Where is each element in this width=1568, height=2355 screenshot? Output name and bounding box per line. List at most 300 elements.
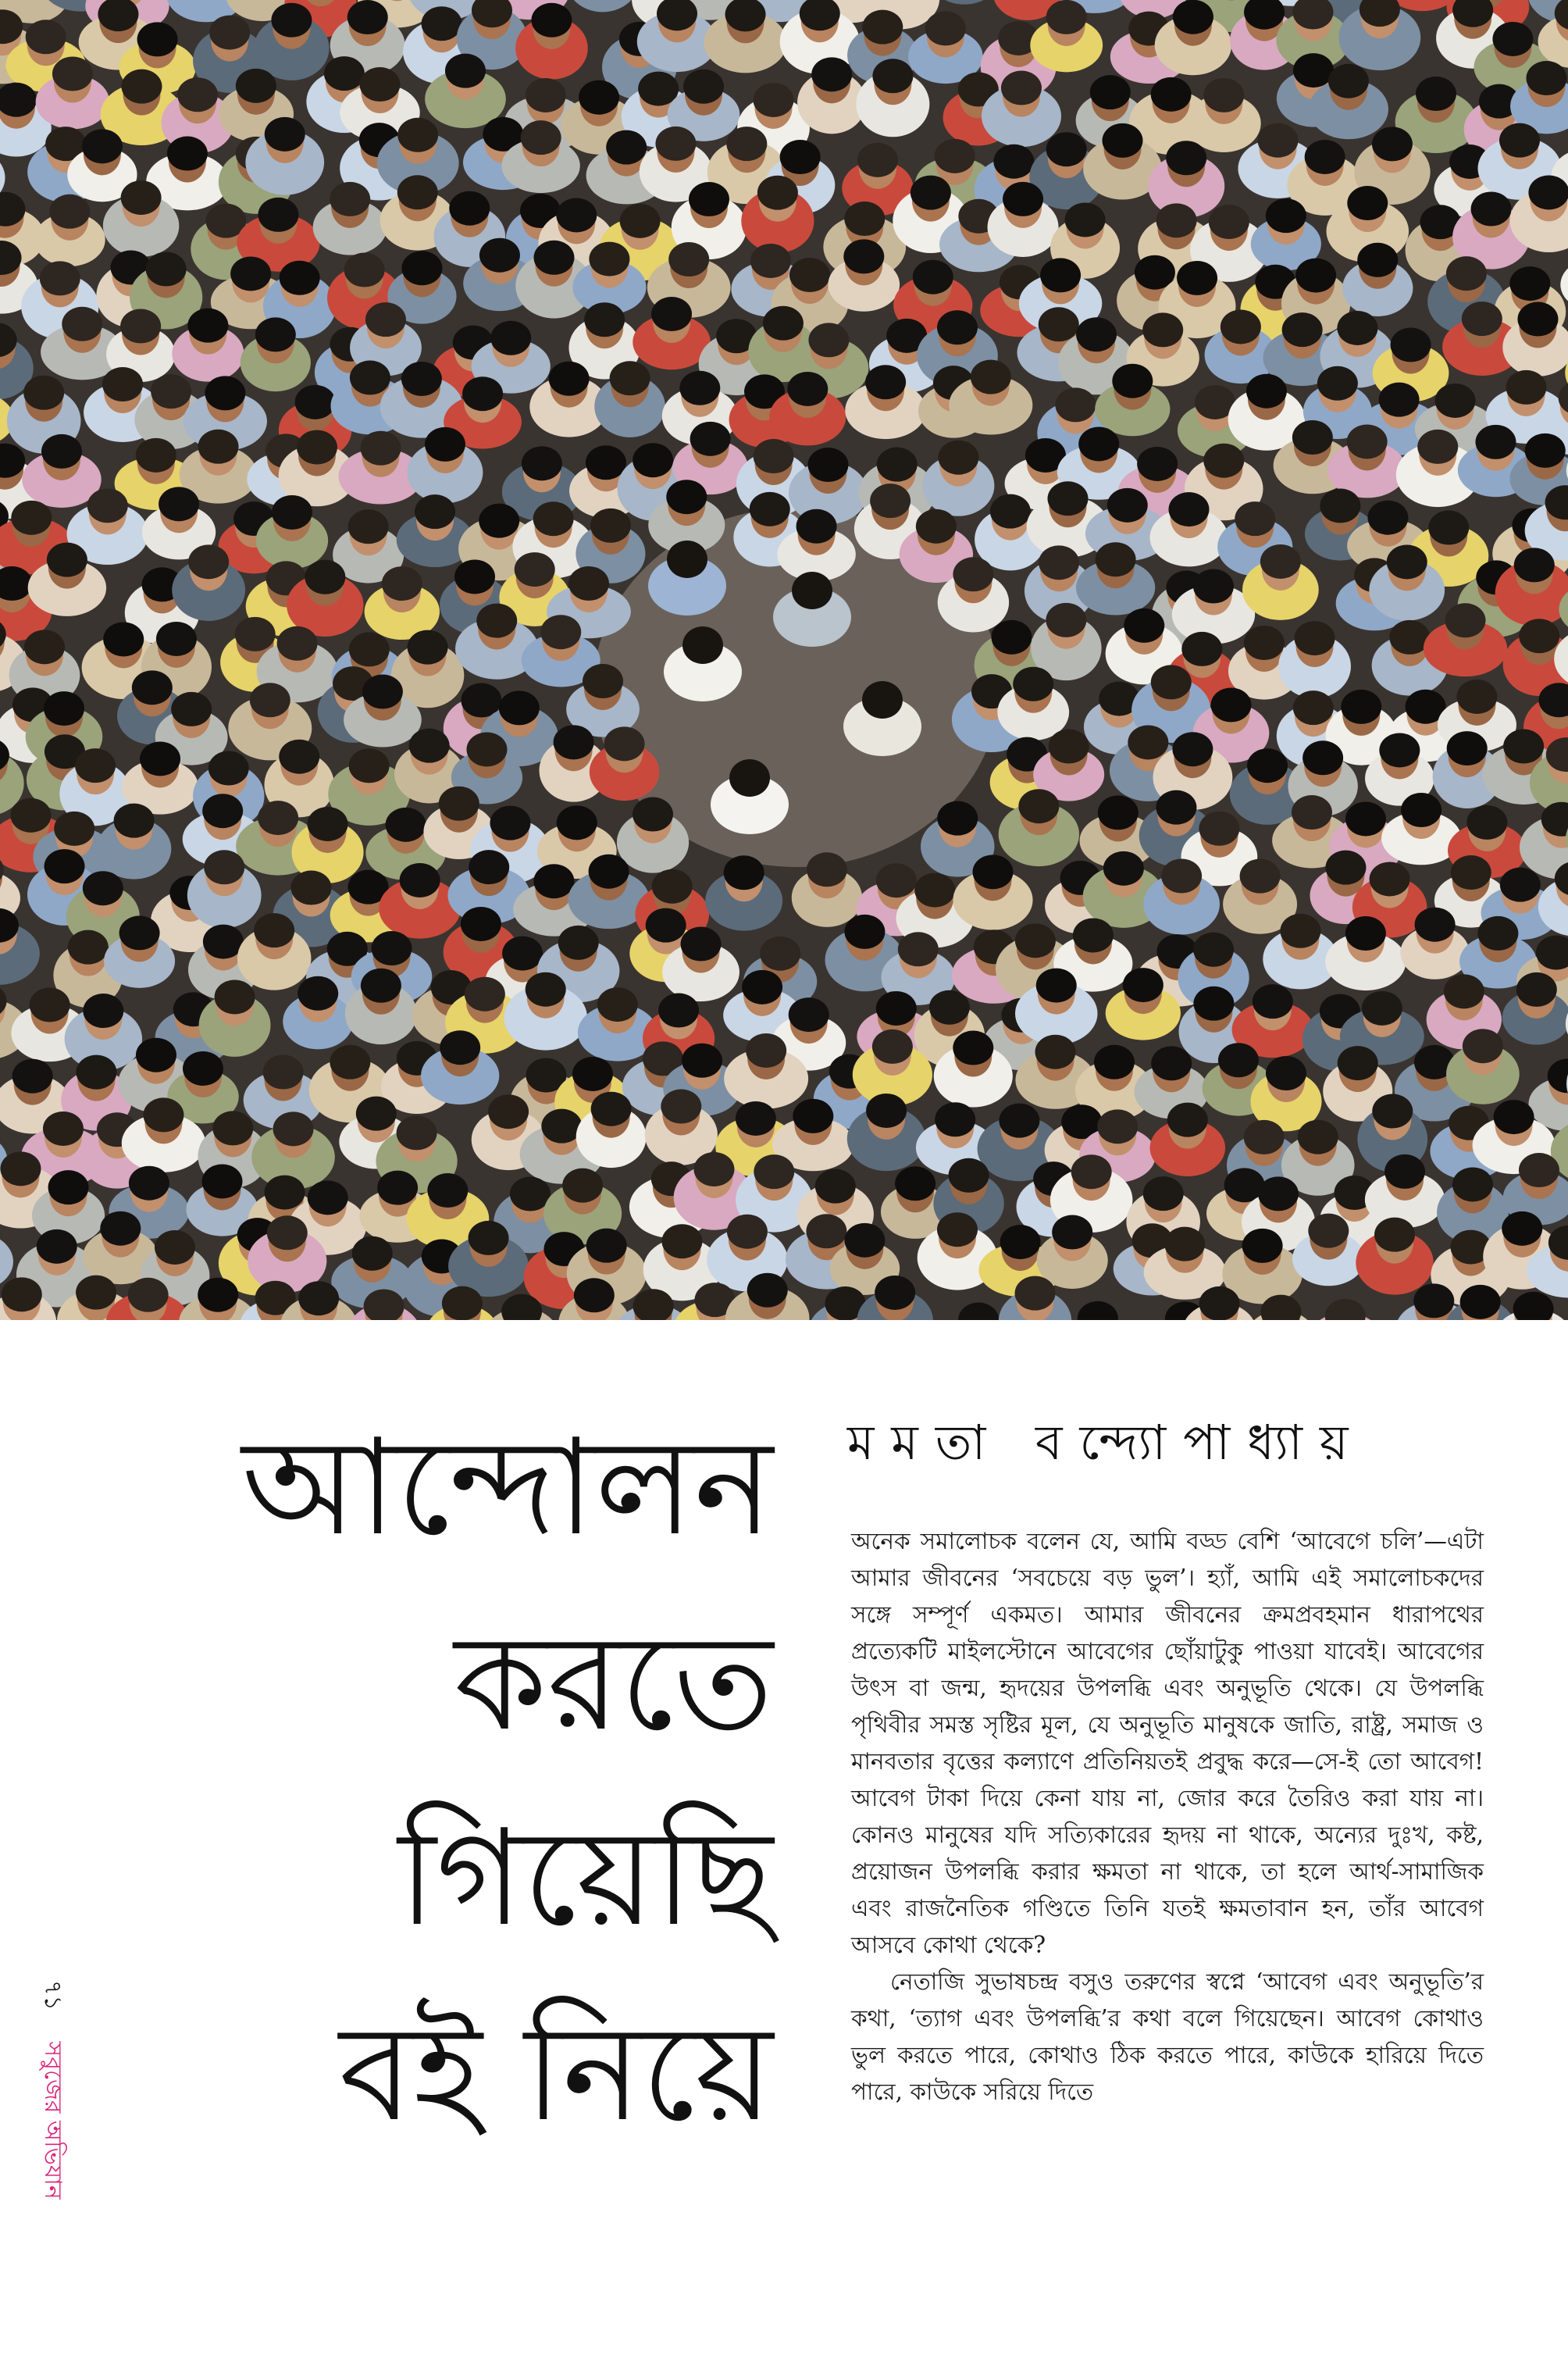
person-head — [1303, 740, 1343, 775]
person-head — [1071, 1154, 1112, 1189]
person-head — [693, 1152, 734, 1186]
person-head — [1379, 383, 1420, 417]
person-head — [1240, 859, 1281, 894]
person-head — [872, 1029, 913, 1064]
person-head — [255, 317, 296, 351]
person-head — [679, 371, 720, 405]
person-head — [198, 1278, 238, 1312]
person-head — [1090, 75, 1131, 109]
person-head — [1298, 1120, 1338, 1154]
person-head — [146, 252, 187, 286]
person-head — [330, 1045, 370, 1079]
person-head — [586, 1229, 627, 1263]
person-head — [895, 1166, 935, 1201]
person-head — [62, 307, 102, 341]
person-head — [356, 1097, 397, 1131]
person-head — [1242, 1229, 1283, 1263]
person-head — [898, 932, 939, 966]
person-head — [916, 509, 957, 544]
person-head — [128, 1278, 169, 1312]
person-head — [1525, 434, 1566, 468]
person-head — [1372, 127, 1413, 161]
person-head — [1015, 923, 1056, 958]
person-head — [40, 261, 80, 295]
person-head — [1519, 619, 1559, 653]
person-head — [279, 740, 319, 774]
person-head — [400, 863, 440, 897]
person-head — [1341, 690, 1381, 724]
central-person-head — [682, 626, 723, 664]
person-head — [865, 365, 906, 399]
person-head — [0, 1151, 41, 1186]
person-head — [140, 741, 180, 776]
person-head — [422, 6, 462, 41]
person-head — [52, 57, 93, 91]
person-head — [1460, 1285, 1501, 1319]
person-head — [1040, 258, 1081, 292]
author-name: মমতা বন্দ্যোপাধ্যায় — [847, 1414, 1366, 1471]
person-head — [913, 260, 953, 294]
person-head — [682, 1044, 722, 1078]
person-head — [789, 997, 829, 1032]
person-head — [1172, 732, 1213, 766]
person-head — [171, 692, 212, 726]
person-head — [1325, 1299, 1366, 1320]
person-head — [1416, 77, 1456, 111]
person-head — [258, 198, 298, 232]
person-head — [572, 1057, 613, 1091]
person-head — [1260, 544, 1301, 579]
person-head — [1000, 1225, 1041, 1259]
person-head — [230, 256, 271, 291]
person-head — [254, 913, 294, 947]
person-head — [583, 664, 623, 698]
person-head — [1516, 972, 1557, 1007]
person-head — [991, 620, 1032, 655]
person-head — [1367, 501, 1408, 535]
person-head — [1218, 1043, 1259, 1077]
person-head — [872, 59, 913, 93]
person-head — [1112, 364, 1153, 398]
person-head — [1036, 969, 1077, 1003]
person-head — [754, 83, 794, 117]
person-head — [1181, 632, 1222, 666]
person-head — [1169, 492, 1210, 526]
person-head — [291, 871, 332, 905]
person-head — [30, 987, 70, 1022]
person-head — [1357, 243, 1398, 277]
person-head — [75, 748, 116, 783]
person-head — [1046, 132, 1087, 166]
person-head — [754, 1154, 794, 1189]
person-head — [584, 302, 625, 337]
person-head — [780, 140, 821, 174]
title-line-2: করতে — [454, 1606, 773, 1761]
person-head — [526, 78, 566, 112]
person-head — [1018, 789, 1059, 823]
person-head — [1337, 311, 1377, 345]
person-body — [566, 0, 639, 12]
person-head — [462, 376, 503, 411]
person-head — [1001, 71, 1042, 105]
person-head — [344, 253, 385, 287]
person-head — [250, 683, 290, 717]
person-head — [521, 120, 561, 155]
person-head — [449, 191, 490, 226]
person-head — [1513, 1292, 1554, 1320]
person-head — [742, 970, 782, 1004]
person-head — [620, 204, 661, 238]
person-head — [866, 1094, 907, 1128]
person-head — [297, 430, 337, 465]
person-head — [843, 239, 884, 273]
person-head — [1039, 307, 1079, 341]
person-head — [911, 176, 951, 210]
person-head — [652, 869, 693, 904]
person-head — [1073, 918, 1114, 952]
person-head — [914, 873, 955, 908]
person-head — [272, 495, 312, 530]
person-head — [100, 1211, 141, 1246]
person-head — [1295, 259, 1336, 293]
person-head — [1338, 1046, 1378, 1080]
person-head — [465, 977, 505, 1012]
person-head — [263, 1055, 304, 1090]
person-head — [1295, 621, 1335, 655]
page-footer-vertical — [33, 1980, 72, 2355]
person-head — [557, 805, 597, 840]
person-head — [1325, 851, 1366, 885]
person-head — [1151, 77, 1192, 112]
person-head — [461, 907, 501, 941]
person-head — [1466, 805, 1507, 840]
person-head — [862, 10, 903, 45]
person-head — [736, 1101, 776, 1136]
person-head — [589, 855, 629, 889]
person-head — [203, 925, 244, 959]
person-head — [1292, 420, 1333, 455]
person-head — [136, 1038, 176, 1072]
person-head — [479, 238, 520, 273]
person-head — [604, 726, 645, 761]
person-head — [807, 852, 847, 887]
person-head — [646, 908, 686, 943]
person-head — [876, 863, 917, 897]
person-head — [324, 56, 365, 91]
person-head — [1293, 53, 1334, 87]
person-head — [156, 622, 197, 656]
person-head — [205, 376, 245, 410]
person-head — [401, 362, 442, 396]
person-head — [574, 1278, 615, 1312]
person-head — [308, 807, 348, 841]
person-head — [397, 175, 438, 209]
person-head — [556, 198, 597, 232]
person-head — [499, 690, 540, 725]
person-head — [273, 1111, 314, 1146]
person-head — [958, 1303, 999, 1320]
person-head — [515, 552, 555, 587]
person-head — [1345, 801, 1386, 836]
person-head — [1391, 328, 1431, 362]
person-head — [1097, 1109, 1138, 1144]
person-head — [1103, 851, 1144, 886]
person-body — [929, 0, 1000, 5]
person-head — [1128, 725, 1168, 759]
person-head — [1463, 1029, 1503, 1063]
person-head — [661, 1090, 701, 1124]
person-head — [159, 487, 199, 521]
person-head — [1519, 1153, 1559, 1187]
person-head — [1046, 603, 1086, 637]
person-head — [454, 559, 495, 594]
person-head — [187, 309, 228, 343]
person-head — [1076, 317, 1117, 351]
person-head — [1102, 123, 1142, 158]
person-head — [589, 242, 629, 277]
person-head — [877, 448, 918, 482]
person-head — [308, 1180, 348, 1215]
person-head — [1435, 384, 1476, 418]
person-head — [1379, 733, 1420, 767]
title-line-3: গিয়েছি — [397, 1801, 773, 1956]
person-head — [726, 127, 767, 161]
person-head — [1078, 426, 1119, 461]
person-head — [526, 972, 566, 1007]
person-head — [1013, 667, 1053, 701]
person-head — [1415, 908, 1456, 942]
person-head — [533, 501, 574, 536]
person-head — [349, 632, 390, 666]
person-head — [937, 310, 978, 344]
person-head — [143, 1097, 184, 1132]
person-head — [397, 118, 438, 152]
person-head — [591, 1092, 632, 1126]
person-head — [1471, 191, 1512, 226]
person-head — [1447, 731, 1488, 765]
person-head — [1293, 690, 1334, 725]
person-head — [925, 11, 966, 45]
person-head — [1167, 1103, 1208, 1137]
person-head — [1193, 987, 1234, 1021]
person-head — [68, 930, 109, 965]
person-head — [10, 798, 51, 833]
person-head — [208, 751, 249, 785]
person-head — [1347, 424, 1388, 459]
person-head — [1502, 1211, 1542, 1246]
person-head — [929, 990, 970, 1025]
person-head — [258, 801, 298, 835]
person-head — [1094, 1045, 1135, 1079]
person-head — [750, 244, 791, 278]
person-head — [1506, 370, 1546, 405]
person-head — [1052, 1215, 1092, 1250]
person-head — [466, 732, 507, 766]
person-head — [1107, 488, 1148, 523]
person-head — [442, 1286, 483, 1320]
person-head — [1517, 302, 1558, 337]
article-body — [851, 1523, 1484, 2111]
person-head — [633, 797, 673, 832]
person-head — [763, 306, 804, 341]
person-head — [1246, 374, 1287, 409]
person-head — [760, 937, 800, 971]
person-head — [1305, 140, 1345, 174]
person-head — [651, 297, 692, 331]
person-head — [1199, 1286, 1240, 1320]
person-head — [1035, 1035, 1076, 1069]
person-head — [1451, 855, 1491, 890]
person-head — [427, 1173, 468, 1208]
person-head — [377, 1171, 418, 1205]
person-head — [386, 808, 426, 842]
person-head — [875, 1276, 915, 1310]
person-head — [876, 991, 917, 1026]
person-head — [1193, 933, 1234, 967]
person-head — [488, 1094, 529, 1129]
person-head — [531, 3, 572, 37]
person-head — [690, 422, 731, 456]
person-head — [807, 448, 848, 482]
person-head — [638, 72, 679, 106]
person-head — [533, 241, 574, 275]
person-head — [1156, 790, 1196, 825]
person-head — [1475, 425, 1516, 459]
person-head — [1166, 141, 1206, 175]
person-head — [1347, 186, 1388, 220]
person-head — [87, 488, 128, 523]
person-head — [787, 372, 828, 406]
person-head — [198, 430, 239, 464]
person-head — [549, 362, 590, 396]
person-head — [949, 1158, 989, 1193]
person-head — [540, 615, 581, 649]
person-head — [610, 361, 650, 395]
person-head — [815, 1169, 856, 1204]
person-head — [382, 566, 422, 601]
person-head — [54, 812, 94, 846]
person-head — [415, 494, 455, 529]
person-head — [747, 1273, 788, 1308]
person-head — [271, 3, 312, 37]
person-head — [202, 1164, 243, 1198]
person-head — [469, 1221, 509, 1255]
person-head — [1282, 312, 1323, 347]
person-head — [1514, 548, 1555, 582]
person-head — [24, 630, 65, 664]
paragraph-1: অনেক সমালোচক বলেন যে, আমি বড্ড বেশি ‘আবেগে চলি’—এটা আমার জীবনের ‘সবচেয়ে বড় ভুল’। হ্যাঁ, আমি এই সমালোচকদের সঙ্গে সম্পূর্ণ একমত। আমার জীবনের ক্রমপ্রবহমান ধারাপথের প্রত্যেকটি মাইলস্টোনে আবেগের ছোঁয়াটুকু পাওয়া যাবেই। আবেগের উৎস বা জন্ম, হৃদয়ের উপলব্ধি এবং অনুভূতি থেকে। যে উপলব্ধি পৃথিবীর সমস্ত সৃষ্টির মূল, যে অনুভূতি মানুষকে জাতি, রাষ্ট্র, সমাজ ও মানবতার বৃত্তের কল্যাণে প্রতিনিয়তই প্রবুদ্ধ করে—সে-ই তো আবেগ! আবেগ টাকা দিয়ে কেনা যায় না, জোর করে তৈরিও করা যায় না। কোনও মানুষের যদি সত্যিকারের হৃদয় না থাকে, অন্যের দুঃখ, কষ্ট, প্রয়োজন উপলব্ধি করার ক্ষমতা না থাকে, তা হলে আর্থ-সামাজিক এবং রাজনৈতিক গণ্ডিতে তিনি যতই ক্ষমতাবান হন, তাঁর আবেগ আসবে কোথা থেকে? — [851, 1528, 1484, 1958]
person-head — [202, 794, 243, 828]
person-head — [870, 483, 911, 518]
person-head — [1055, 387, 1096, 422]
person-head — [132, 670, 173, 705]
person-head — [137, 22, 178, 56]
person-head — [129, 1166, 169, 1201]
person-head — [12, 1059, 53, 1094]
person-head — [990, 494, 1031, 529]
person-head — [48, 1170, 89, 1204]
central-person-head — [862, 681, 903, 719]
person-head — [522, 446, 562, 480]
person-head — [533, 864, 574, 898]
article-title — [148, 1390, 773, 2171]
central-person-head — [729, 759, 770, 797]
person-head — [1266, 198, 1306, 233]
person-head — [1528, 175, 1568, 209]
person-head — [510, 1177, 551, 1211]
person-head — [47, 543, 87, 577]
person-head — [993, 145, 1034, 179]
central-person-head — [667, 541, 707, 578]
person-head — [235, 617, 276, 651]
person-head — [1039, 545, 1079, 580]
person-head — [280, 261, 320, 295]
person-head — [1151, 665, 1192, 699]
person-head — [1417, 430, 1458, 464]
person-head — [727, 1215, 768, 1249]
person-head — [76, 1276, 116, 1310]
person-head — [1047, 481, 1088, 516]
person-head — [1065, 202, 1106, 237]
person-head — [445, 54, 486, 88]
person-head — [554, 725, 594, 759]
person-head — [476, 604, 517, 638]
person-head — [1452, 1167, 1493, 1201]
person-head — [330, 182, 370, 216]
person-head — [359, 67, 400, 102]
person-head — [136, 438, 176, 473]
central-person-head — [792, 572, 832, 609]
person-head — [295, 385, 336, 419]
person-head — [1203, 444, 1244, 478]
person-head — [757, 176, 798, 210]
person-head — [1444, 974, 1484, 1008]
person-head — [1401, 793, 1441, 827]
person-head — [806, 1214, 846, 1248]
person-head — [633, 443, 673, 477]
person-head — [439, 787, 479, 821]
person-head — [844, 915, 885, 949]
paragraph-2: নেতাজি সুভাষচন্দ্র বসুও তরুণের স্বপ্নে ‘আবেগ এবং অনুভূতি’র কথা, ‘ত্যাগ এবং উপলব্ধি’র কথা বলে গিয়েছেন। আবেগ কোথাও ভুল করতে পারে, কোথাও ঠিক করতে পারে, কাউকে হারিয়ে দিতে পারে, কাউকে সরিয়ে দিতে — [851, 1968, 1484, 2105]
person-head — [938, 441, 978, 475]
person-head — [265, 117, 305, 152]
person-head — [409, 729, 450, 763]
person-head — [586, 445, 626, 480]
person-head — [579, 80, 619, 115]
person-head — [469, 850, 509, 884]
person-head — [83, 994, 123, 1028]
person-head — [177, 77, 218, 112]
person-head — [37, 1229, 77, 1264]
title-line-1: আন্দোলন — [241, 1411, 773, 1565]
person-head — [1235, 501, 1275, 536]
person-head — [277, 626, 318, 661]
person-head — [1049, 730, 1089, 764]
person-head — [1384, 1154, 1425, 1189]
person-head — [305, 560, 345, 594]
person-head — [1527, 61, 1567, 95]
person-head — [750, 492, 790, 526]
person-head — [1345, 916, 1386, 951]
person-head — [121, 70, 162, 104]
person-head — [49, 194, 90, 229]
person-head — [658, 994, 699, 1028]
person-head — [212, 1111, 253, 1145]
person-head — [167, 137, 208, 171]
person-head — [1199, 812, 1239, 846]
person-head — [1015, 1276, 1056, 1311]
person-head — [857, 143, 898, 177]
